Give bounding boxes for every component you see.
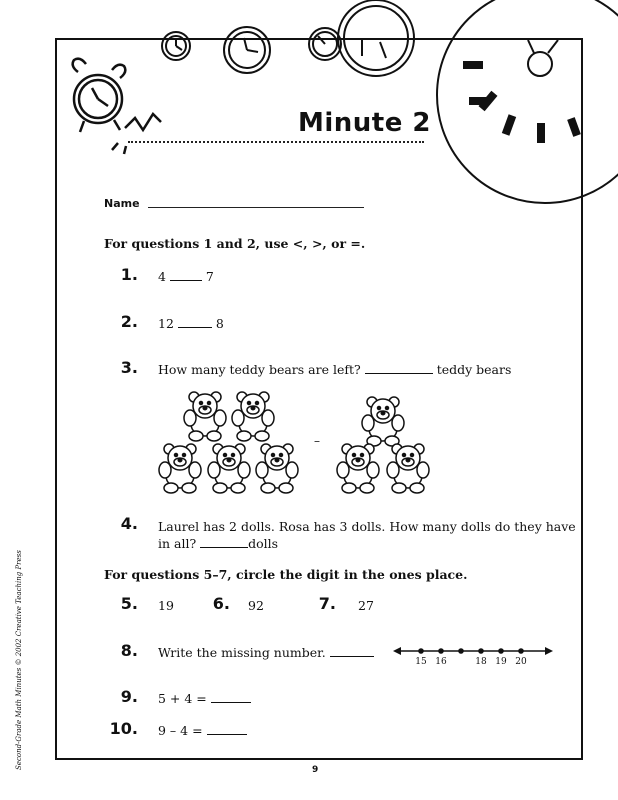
- question-6-value[interactable]: 92: [248, 598, 264, 613]
- q2-right-value: 8: [215, 316, 224, 331]
- q4-line-1: Laurel has 2 dolls. Rosa has 3 dolls. How many dolls do they have: [158, 519, 576, 534]
- q9-expression: 5 + 4 =: [158, 691, 207, 706]
- q10-answer-blank[interactable]: [207, 724, 247, 735]
- q2-left-value: 12: [158, 316, 174, 331]
- q1-right-value: 7: [205, 269, 214, 284]
- q8-prompt: Write the missing number.: [158, 645, 326, 660]
- name-label: Name: [104, 197, 140, 210]
- sidebar-credit: [8, 550, 28, 778]
- question-5-value[interactable]: 19: [158, 598, 174, 613]
- question-9: [158, 691, 251, 706]
- svg-text:Second-Grade Math Minutes © 20: Second-Grade Math Minutes © 2002 Creative Teaching Press: [15, 550, 23, 770]
- page-title: Minute 2: [298, 108, 432, 138]
- number-line-tick-label: 19: [495, 657, 507, 667]
- minus-sign: –: [314, 434, 320, 448]
- instruction-1: For questions 1 and 2, use <, >, or =.: [104, 236, 366, 251]
- question-9-number: 9.: [120, 687, 138, 706]
- q3-prompt: How many teddy bears are left?: [158, 362, 361, 377]
- question-8-number: 8.: [120, 641, 138, 660]
- q1-left-value: 4: [158, 269, 166, 284]
- question-7-value[interactable]: 27: [358, 598, 374, 613]
- page-number: 9: [312, 765, 319, 775]
- question-10: [158, 723, 247, 738]
- q4-unit: dolls: [248, 536, 279, 551]
- question-10-number: 10.: [109, 719, 138, 738]
- question-1-number: 1.: [120, 265, 138, 284]
- q9-answer-blank[interactable]: [211, 692, 251, 703]
- q10-expression: 9 – 4 =: [158, 723, 203, 738]
- q3-unit: teddy bears: [436, 362, 512, 377]
- number-line-tick-label: 16: [435, 657, 447, 667]
- number-line-tick-label: 18: [475, 657, 487, 667]
- number-line-tick-label: 15: [415, 657, 427, 667]
- question-7-number: 7.: [318, 594, 336, 613]
- question-6-number: 6.: [212, 594, 230, 613]
- question-3-number: 3.: [120, 358, 138, 377]
- question-5-number: 5.: [120, 594, 138, 613]
- number-line-tick-label: 20: [515, 657, 527, 667]
- question-4-number: 4.: [120, 514, 138, 533]
- instruction-2: For questions 5–7, circle the digit in the ones place.: [104, 567, 468, 582]
- question-2-number: 2.: [120, 312, 138, 331]
- q4-prompt: in all?: [158, 536, 197, 551]
